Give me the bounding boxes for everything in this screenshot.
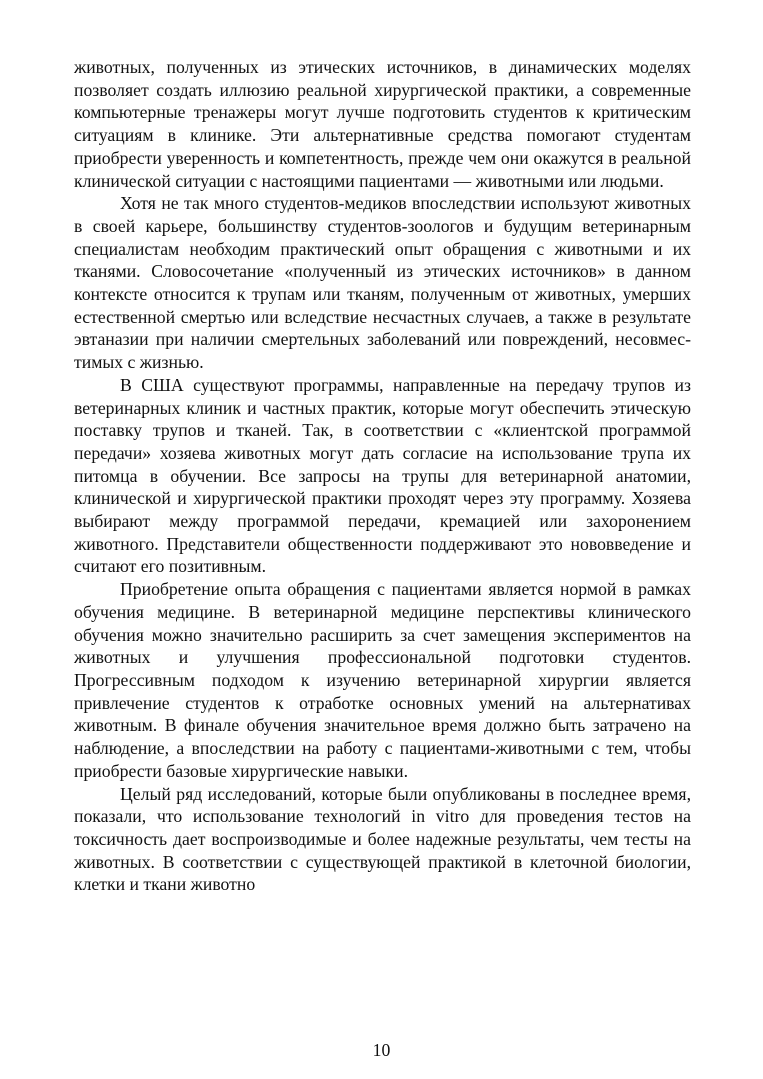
paragraph-5: Целый ряд исследований, которые были опубликованы в последнее время, показали, что использование технологий in vitro для проведения тестов на токсичность дает воспроизводимые и более надежные результаты, чем тесты на животных. В соответствии с существующей практикой в клеточной биологии, клетки и ткани животно <box>74 783 691 895</box>
paragraph-4: Приобретение опыта обращения с пациентами является нормой в рамках обучения медицине. В ветеринарной медицине перспективы клинического обучения можно значительно расширить за счет замещения экспериментов на животных и улучшения профессиональной подготовки студентов. Прогрессивным подходом к изучению ветеринарной хирургии является привлечение студентов к отработке основных умений на альтернативах животным. В финале обучения значительное время должно быть затрачено на наблюдение, а впоследствии на работу с пациентами-животными с тем, чтобы приобрести базовые хирургические навыки. <box>74 579 691 781</box>
paragraph-1: животных, полученных из этических источников, в динамических моделях позволяет создать иллюзию реальной хирургической практики, а современные компьютерные тренажеры могут лучше подготовить студентов к критическим ситуациям в клинике. Эти альтернативные средства помогают студентам приобрести уверенность и компетентность, прежде чем они окажутся в реальной клинической ситуации с настоящими пациентами — животными или людьми. <box>74 57 691 191</box>
page-body <box>74 56 691 896</box>
paragraph-2: Хотя не так много студентов-медиков впоследствии используют животных в своей карьере, большинству студентов-зоологов и будущим ветеринарным специалистам необходим практический опыт обращения с животными и их тканями. Словосочетание «полученный из этических источников» в данном контексте относится к трупам или тканям, полученным от животных, умерших естественной смертью или вследствие несчастных случаев, а также в результате эвтаназии при наличии смертельных заболеваний или повреждений, несовместимых с жизнью. <box>74 193 691 373</box>
page-number: 10 <box>372 1040 391 1060</box>
paragraph-3: В США существуют программы, направленные на передачу трупов из ветеринарных клиник и частных практик, которые могут обеспечить этическую поставку трупов и тканей. Так, в соответствии с «клиентской программой передачи» хозяева животных могут дать согласие на использование трупа их питомца в обучении. Все запросы на трупы для ветеринарной анатомии, клинической и хирургической практики проходят через эту программу. Хозяева выбирают между программой передачи, кремацией или захоронением животного. Представители общественности поддерживают это нововведение и считают его позитивным. <box>74 374 691 577</box>
